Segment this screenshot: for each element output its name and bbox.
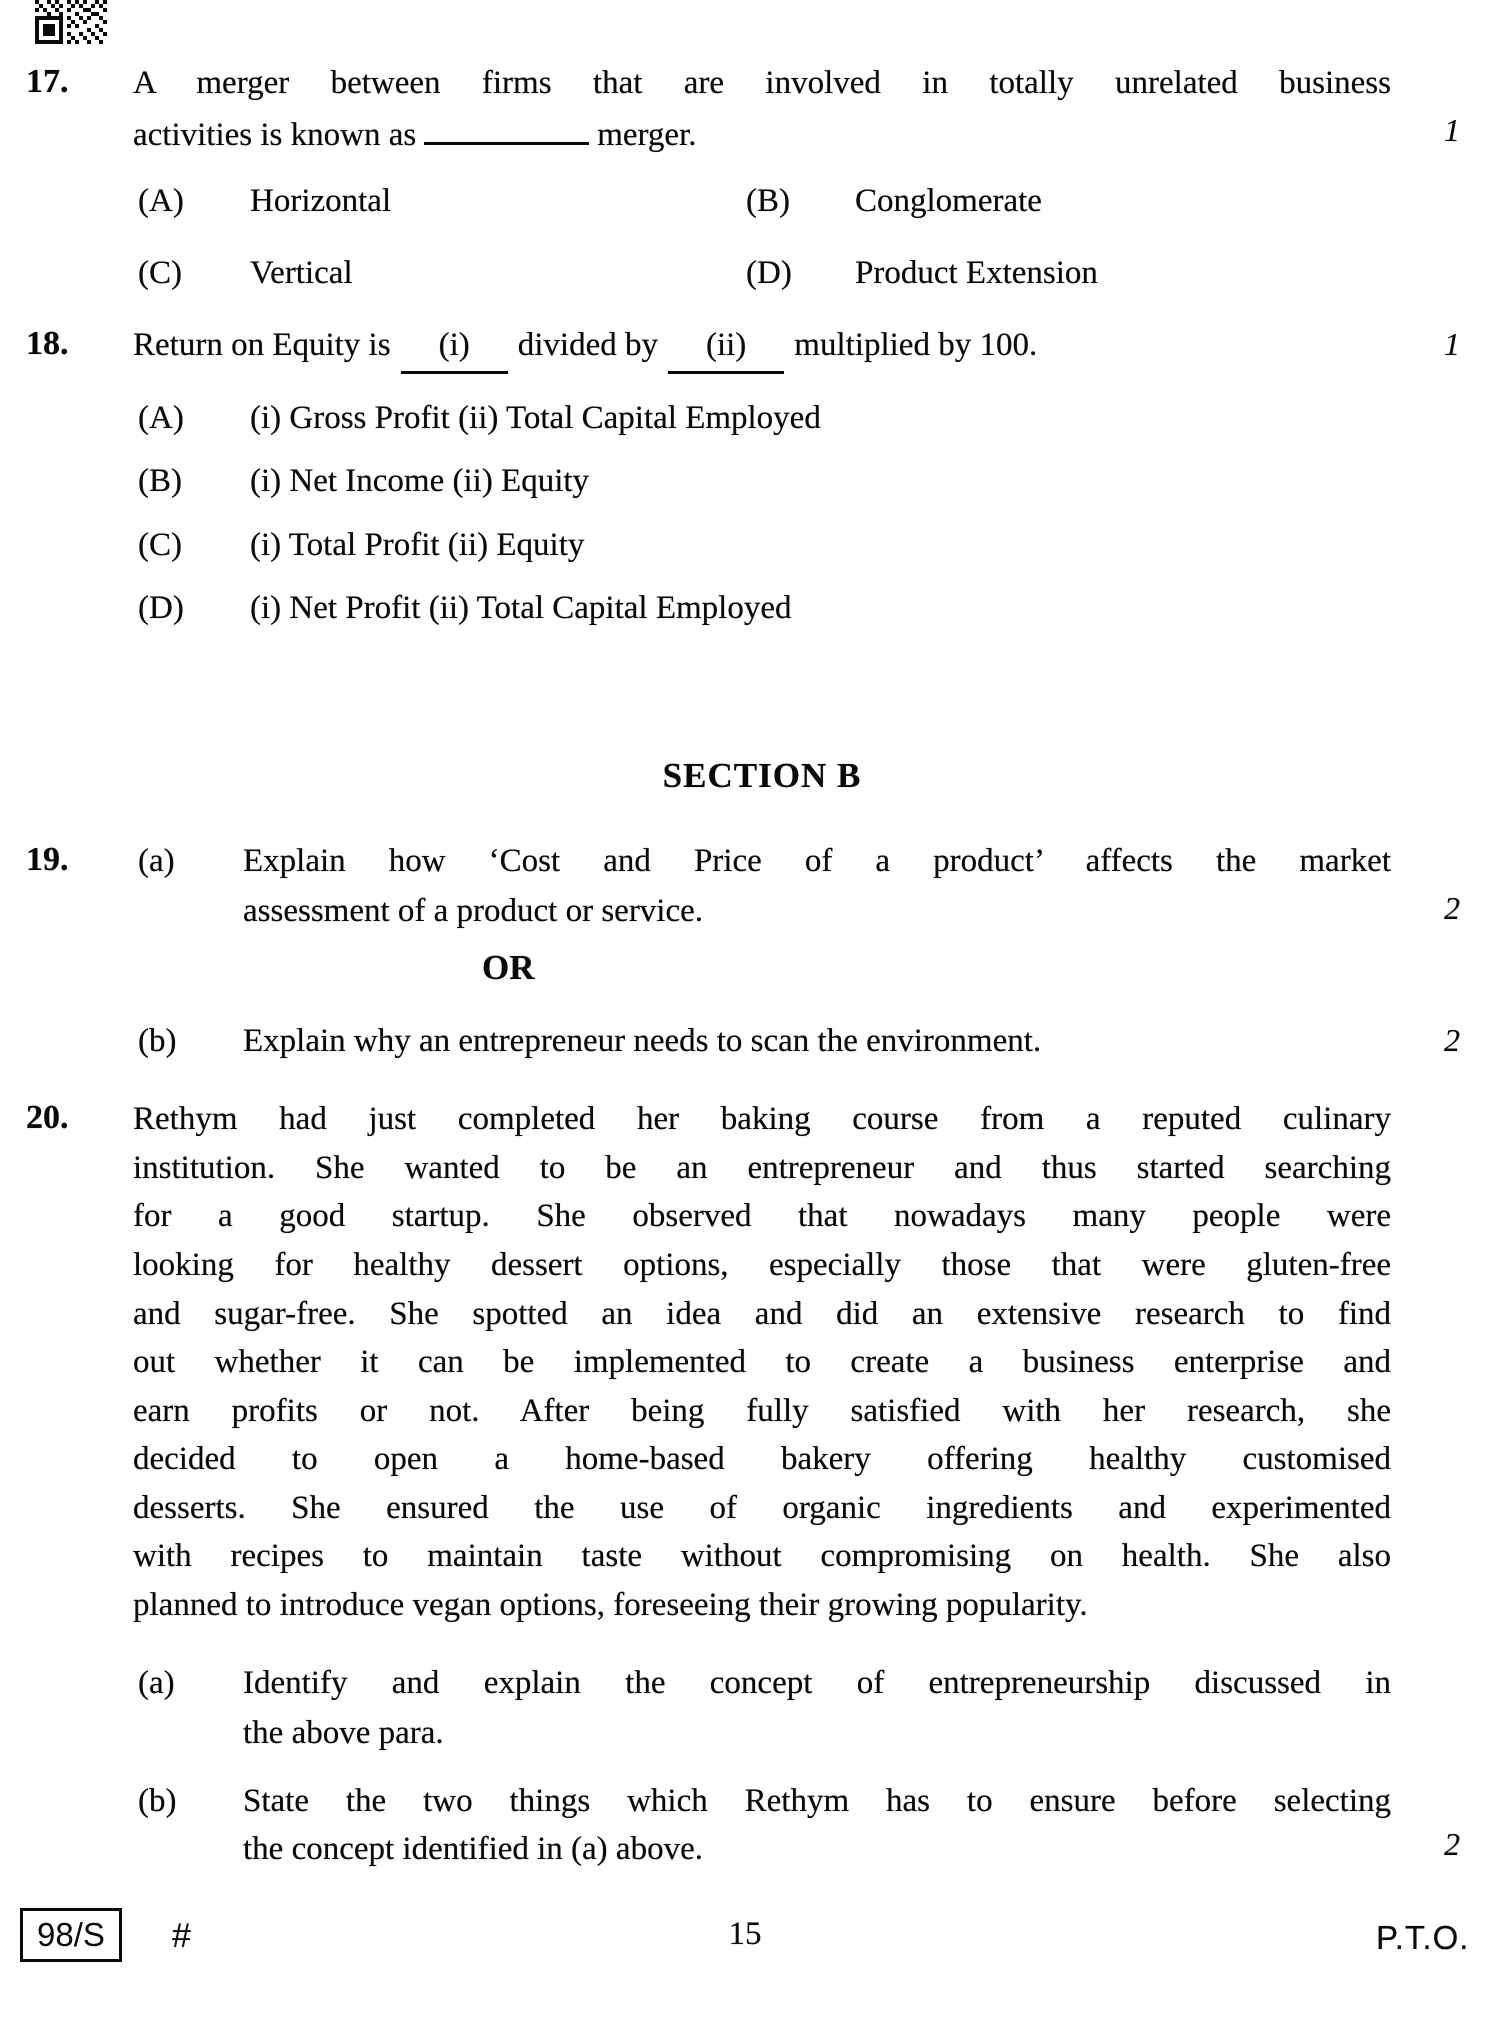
- q17-option-d-label: (D): [746, 255, 792, 291]
- q18-option-c-label: (C): [138, 527, 182, 563]
- q18-marks: 1: [1444, 326, 1460, 362]
- q17-option-c-label: (C): [138, 255, 182, 291]
- pto-label: P.T.O.: [1376, 1919, 1470, 1956]
- paper-code: 98/S: [37, 1916, 105, 1953]
- q19-b-text: Explain why an entrepreneur needs to scan the environment.: [243, 1023, 1042, 1059]
- q19-or-label: OR: [482, 948, 535, 987]
- q18-option-d-label: (D): [138, 590, 184, 626]
- q20-para-line: decided to open a home-based bakery offering healthy customised: [133, 1441, 1391, 1477]
- q18-option-a-label: (A): [138, 400, 184, 436]
- q18-stem: [133, 322, 1391, 374]
- q20-para-line: out whether it can be implemented to create a business enterprise and: [133, 1344, 1391, 1380]
- q18-option-b-label: (B): [138, 463, 182, 499]
- q18-number: 18.: [26, 325, 69, 362]
- q18-option-a-text: (i) Gross Profit (ii) Total Capital Employed: [250, 400, 821, 436]
- qr-code: [35, 0, 107, 44]
- q20-a-label: (a): [138, 1665, 175, 1701]
- q20-para-line: with recipes to maintain taste without compromising on health. She also: [133, 1538, 1391, 1574]
- q20-b-line1: State the two things which Rethym has to ensure before selecting: [243, 1783, 1391, 1819]
- q17-option-a-label: (A): [138, 183, 184, 219]
- q20-para-line: earn profits or not. After being fully satisfied with her research, she: [133, 1393, 1391, 1429]
- q20-b-label: (b): [138, 1783, 177, 1819]
- q17-option-b-label: (B): [746, 183, 790, 219]
- q20-a-line2: the above para.: [243, 1715, 444, 1751]
- q19-b-label: (b): [138, 1023, 177, 1059]
- q19-b-marks: 2: [1444, 1022, 1460, 1058]
- q20-para-line: desserts. She ensured the use of organic ingredients and experimented: [133, 1490, 1391, 1526]
- q18-blank-ii: (ii): [668, 322, 784, 374]
- section-b-heading: SECTION B: [662, 756, 862, 795]
- q17-number: 17.: [26, 63, 69, 100]
- q20-para-line: institution. She wanted to be an entrepreneur and thus started searching: [133, 1150, 1391, 1186]
- q18-stem-part2: divided by: [517, 327, 658, 363]
- q19-a-marks: 2: [1444, 890, 1460, 926]
- q17-line2-tail: merger.: [597, 117, 697, 153]
- q18-blank-i: (i): [401, 322, 508, 374]
- q17-option-a-text: Horizontal: [250, 183, 392, 219]
- q17-option-d-text: Product Extension: [855, 255, 1098, 291]
- q18-option-d-text: (i) Net Profit (ii) Total Capital Employed: [250, 590, 792, 626]
- page-number: 15: [728, 1916, 762, 1952]
- q20-para-line: and sugar-free. She spotted an idea and did an extensive research to find: [133, 1296, 1391, 1332]
- q18-option-b-text: (i) Net Income (ii) Equity: [250, 463, 590, 499]
- q20-para-line: planned to introduce vegan options, foreseeing their growing popularity.: [133, 1587, 1088, 1623]
- q17-marks: 1: [1444, 112, 1460, 148]
- q19-a-label: (a): [138, 843, 175, 879]
- q17-line1: A merger between firms that are involved in totally unrelated business: [133, 65, 1391, 101]
- q19-a-line2: assessment of a product or service.: [243, 893, 704, 929]
- q20-para-line: looking for healthy dessert options, especially those that were gluten-free: [133, 1247, 1391, 1283]
- q18-option-c-text: (i) Total Profit (ii) Equity: [250, 527, 585, 563]
- q17-blank-line: [424, 112, 589, 145]
- q18-stem-part1: Return on Equity is: [133, 327, 391, 363]
- q19-number: 19.: [26, 841, 69, 878]
- q17-option-c-text: Vertical: [250, 255, 353, 291]
- q17-line2: [133, 112, 1391, 159]
- q20-para-line: for a good startup. She observed that nowadays many people were: [133, 1198, 1391, 1234]
- q20-b-marks: 2: [1444, 1826, 1460, 1862]
- footer-hash-symbol: #: [172, 1917, 191, 1955]
- q20-number: 20.: [26, 1099, 69, 1136]
- q18-stem-part3: multiplied by 100.: [794, 327, 1038, 363]
- q17-option-b-text: Conglomerate: [855, 183, 1042, 219]
- q19-a-line1: Explain how ‘Cost and Price of a product’ affects the market: [243, 843, 1391, 879]
- paper-code-box: [20, 1908, 122, 1962]
- q20-b-line2: the concept identified in (a) above.: [243, 1831, 703, 1867]
- q20-para-line: Rethym had just completed her baking course from a reputed culinary: [133, 1101, 1391, 1137]
- q17-line2-text: activities is known as: [133, 117, 417, 153]
- q20-a-line1: Identify and explain the concept of entrepreneurship discussed in: [243, 1665, 1391, 1701]
